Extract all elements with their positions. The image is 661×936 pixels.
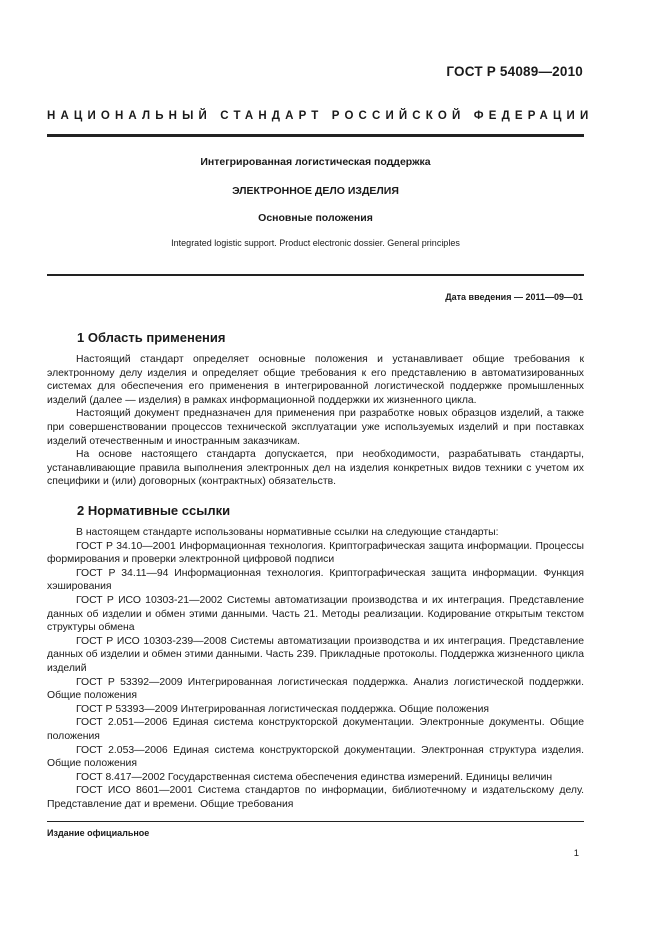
- reference-item: ГОСТ 2.051—2006 Единая система конструкторской документации. Электронные документы. Общие положения: [47, 717, 584, 742]
- document-subject: ЭЛЕКТРОННОЕ ДЕЛО ИЗДЕЛИЯ: [232, 185, 399, 197]
- section-scope-body: [47, 353, 584, 489]
- section-heading-scope: 1 Область применения: [77, 330, 226, 345]
- reference-item: ГОСТ ИСО 8601—2001 Система стандартов по информации, библиотечному и издательскому делу. Представление дат и времени. Общие требования: [47, 785, 584, 810]
- header-divider: [47, 134, 584, 137]
- title-divider: [47, 274, 584, 276]
- section-references-body: [47, 526, 584, 811]
- document-subtitle: Основные положения: [258, 212, 373, 224]
- introduction-date: Дата введения — 2011—09—01: [445, 292, 583, 302]
- section-heading-references: 2 Нормативные ссылки: [77, 503, 231, 518]
- footer-divider: [47, 821, 584, 822]
- standard-title: НАЦИОНАЛЬНЫЙ СТАНДАРТ РОССИЙСКОЙ ФЕДЕРАЦИИ: [47, 110, 594, 122]
- reference-item: ГОСТ Р 34.10—2001 Информационная технология. Криптографическая защита информации. Процессы формирования и проверки электронной цифровой подписи: [47, 540, 584, 566]
- paragraph: В настоящем стандарте использованы нормативные ссылки на следующие стандарты:: [76, 527, 499, 538]
- paragraph: Настоящий стандарт определяет основные положения и устанавливает общие требования к электронному делу изделия и определяет общие требования к его представлению в автоматизированных системах для обеспечения его применения в интегрированной логистической поддержке промышленных изделий (далее — изделия) в рамках информационной поддержки их жизненного цикла.: [47, 354, 584, 406]
- page-number: 1: [573, 848, 579, 859]
- edition-label: Издание официальное: [47, 828, 150, 838]
- paragraph: Настоящий документ предназначен для применения при разработке новых образцов изделий, а также при совершенствовании процессов технической эксплуатации уже используемых изделий и при поставках изделий отечественным и иностранным заказчикам.: [47, 408, 584, 447]
- document-code: ГОСТ Р 54089—2010: [446, 64, 583, 79]
- reference-item: ГОСТ Р 53393—2009 Интегрированная логистическая поддержка. Общие положения: [76, 703, 490, 715]
- document-title: Интегрированная логистическая поддержка: [200, 156, 431, 168]
- reference-item: ГОСТ Р ИСО 10303-239—2008 Системы автоматизации производства и их интеграция. Представление данных об изделии и обмен этими данными. Часть 239. Прикладные протоколы. Поддержка жизненного цикла изделий: [47, 635, 584, 674]
- english-title: Integrated logistic support. Product electronic dossier. General principles: [171, 238, 460, 248]
- paragraph: На основе настоящего стандарта допускается, при необходимости, разрабатывать стандарты, устанавливающие правила выполнения электронных дел на изделия конкретных видов техники с учетом их специфики и (или) договорных (контрактных) обязательств.: [47, 449, 584, 488]
- reference-item: ГОСТ Р 53392—2009 Интегрированная логистическая поддержка. Анализ логистической поддержки. Общие положения: [47, 676, 584, 702]
- reference-item: ГОСТ Р 34.11—94 Информационная технология. Криптографическая защита информации. Функция хэширования: [47, 567, 584, 593]
- reference-item: ГОСТ Р ИСО 10303-21—2002 Системы автоматизации производства и их интеграция. Представление данных об изделии и обмен этими данными. Часть 21. Методы реализации. Кодирование открытым текстом структуры обмена: [47, 594, 584, 634]
- reference-item: ГОСТ 2.053—2006 Единая система конструкторской документации. Электронная структура изделия. Общие положения: [47, 744, 584, 770]
- reference-item: ГОСТ 8.417—2002 Государственная система обеспечения единства измерений. Единицы величин: [76, 771, 553, 783]
